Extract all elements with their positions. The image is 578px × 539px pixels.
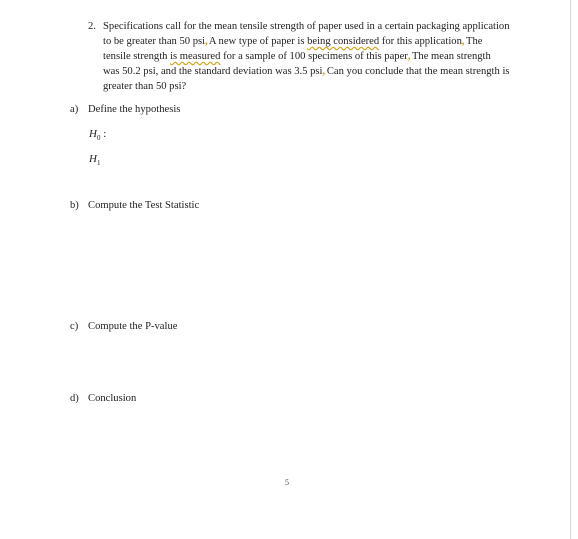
- problem-line-4a: was 50.2 psi, and the standard deviation was 3.5 psi: [103, 66, 323, 77]
- grammar-marker: ,: [322, 66, 325, 77]
- part-c-label: Compute the P-value: [88, 321, 178, 332]
- problem-line-4b: Can you conclude that the mean strength is: [326, 66, 510, 77]
- problem-line-5: greater than 50 psi?: [103, 81, 187, 92]
- problem-line-2a: to be greater than 50 psi: [103, 36, 206, 47]
- grammar-marker: ,: [407, 51, 410, 62]
- grammar-flagged-text: is measured: [170, 51, 221, 62]
- part-a: [70, 103, 180, 117]
- part-d-label: Conclusion: [88, 393, 137, 404]
- part-b-label: Compute the Test Statistic: [88, 200, 200, 211]
- problem-line-1: Specifications call for the mean tensile strength of paper used in a certain packaging application: [103, 21, 510, 32]
- problem-text: [103, 19, 532, 94]
- h0-subscript: 0: [96, 134, 101, 143]
- problem-line-2c: for this application: [381, 36, 462, 47]
- part-b-letter: b): [70, 200, 79, 211]
- problem-line-3a: tensile strength: [103, 51, 168, 62]
- problem-number: 2.: [88, 21, 96, 32]
- part-a-label: Define the hypothesis: [88, 104, 181, 115]
- null-hypothesis: [89, 128, 106, 142]
- problem-line-3b: for a sample of 100 specimens of this paper: [223, 51, 408, 62]
- part-a-letter: a): [70, 104, 79, 115]
- part-c-letter: c): [70, 321, 79, 332]
- problem-statement: [88, 19, 532, 94]
- h0-letter: H: [89, 128, 97, 140]
- part-d: [70, 392, 136, 406]
- part-d-letter: d): [70, 393, 79, 404]
- problem-line-2b: A new type of paper is: [208, 36, 305, 47]
- part-c: [70, 320, 177, 334]
- grammar-marker: ,: [205, 36, 207, 47]
- h1-subscript: 1: [96, 159, 101, 168]
- grammar-marker: ,: [461, 36, 464, 47]
- h0-colon: :: [103, 128, 107, 140]
- h1-letter: H: [89, 153, 97, 165]
- problem-line-2d: The: [466, 36, 483, 47]
- alternative-hypothesis: [89, 153, 100, 167]
- problem-line-3c: The mean strength: [411, 51, 491, 62]
- grammar-flagged-text: being considered: [307, 36, 380, 47]
- page-number: 5: [285, 478, 289, 487]
- part-b: [70, 199, 199, 213]
